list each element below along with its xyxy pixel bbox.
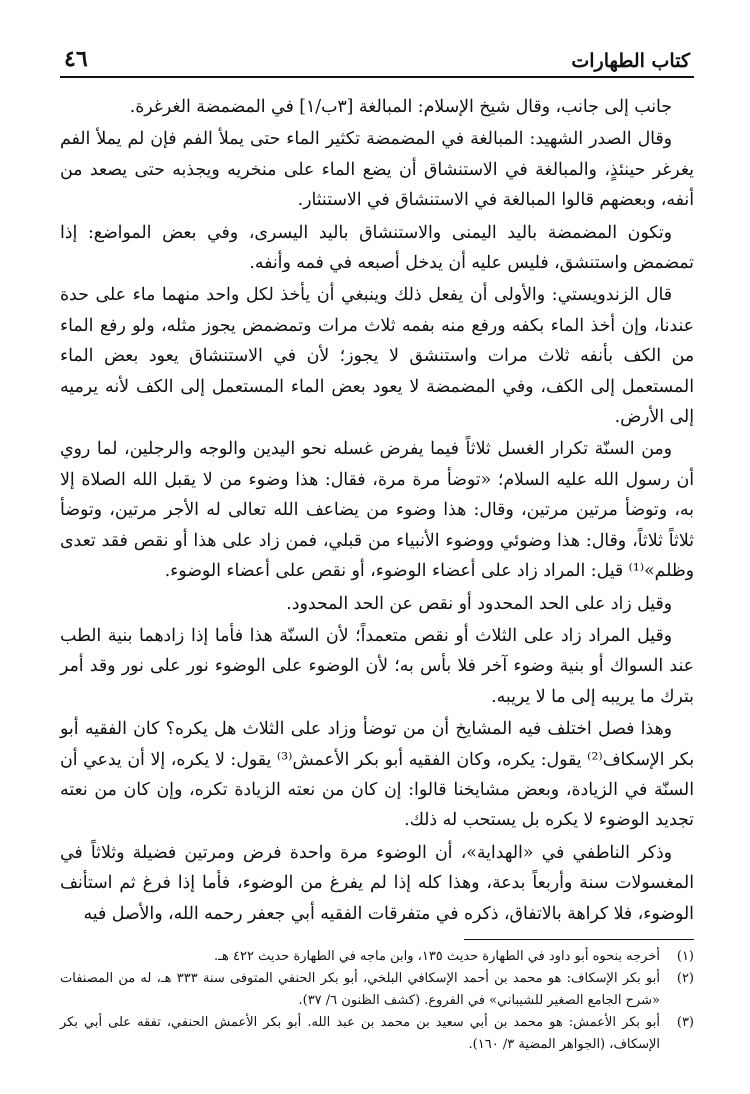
- page-number: ٤٦: [64, 46, 88, 72]
- footnote-text: أبو بكر الإسكاف: هو محمد بن أحمد الإسكافي البلخي، أبو بكر الحنفي المتوفى سنة ٣٣٣ هـ، له من المصنفات «شرح الجامع الصغير للشيباني» في الفروع. (كشف الظنون ٦/ ٣٧).: [60, 970, 660, 1008]
- paragraph: قال الزندويستي: والأولى أن يفعل ذلك وينبغي أن يأخذ لكل واحد منهما ماء على حدة عندنا، وإن أخذ الماء بكفه ورفع منه بفمه ثلاث مرات وتمضمض يجوز مثله، ولو رفع الماء من الكف بأنفه ثلاث مرات واستنشق لا يجوز؛ لأن في الاستنشاق يعود بعض الماء المستعمل إلى الكف، وفي المضمضة لا يعود بعض الماء المستعمل إلى الكف لأنه يرميه إلى الأرض.: [60, 285, 694, 428]
- document-page: [60, 40, 694, 1056]
- footnote-text: أخرجه بنحوه أبو داود في الطهارة حديث ١٣٥، وابن ماجه في الطهارة حديث ٤٢٢ هـ.: [214, 948, 660, 964]
- paragraph: وذكر الناطفي في «الهداية»، أن الوضوء مرة واحدة فرض ومرتين فضيلة وثلاثاً في المغسولات سنة وأربعاً بدعة، وهذا كله إذا لم يفرغ من الوضوء، فأما إذا فرغ ثم استأنف الوضوء، فلا كراهة بالاتفاق، ذكره في متفرقات الفقيه أبي جعفر رحمه الله، والأصل فيه: [60, 842, 694, 924]
- paragraph: وقيل زاد على الحد المحدود أو نقص عن الحد المحدود.: [286, 593, 672, 614]
- paragraph: جانب إلى جانب، وقال شيخ الإسلام: المبالغة [٣ب/١] في المضمضة الغرغرة.: [129, 97, 672, 117]
- footnote-number: (٣): [676, 1014, 694, 1030]
- footnote-number: (٢): [676, 970, 694, 986]
- paragraph: وقال الصدر الشهيد: المبالغة في المضمضة تكثير الماء حتى يملأ الفم فإن لم يملأ الفم يغرغر حينئذٍ، والمبالغة في الاستنشاق أن يضع الماء على منخريه ويجذبه حتى يصعد من أنفه، وبعضهم قالوا المبالغة في الاستنشاق في الاستنثار.: [60, 129, 694, 211]
- chapter-title: كتاب الطهارات: [571, 50, 690, 72]
- footnote-number: (١): [676, 948, 694, 964]
- footnote-text: أبو بكر الأعمش: هو محمد بن أبي سعيد بن محمد بن عبد الله. أبو بكر الأعمش الحنفي، تفقه على أبي بكر الإسكاف، (الجواهر المضية ٣/ ١٦٠).: [60, 1014, 660, 1052]
- footnote: [60, 1012, 694, 1056]
- paragraph: ومن السنّة تكرار الغسل ثلاثاً فيما يفرض غسله نحو اليدين والوجه والرجلين، لما روي أن رسول الله عليه السلام؛ «توضأ مرة مرة، فقال: هذا وضوء من لا يقبل الله الصلاة إلا به، وتوضأ مرتين مرتين، وقال: هذا وضوء من يضاعف الله تعالى له الأجر مرتين، وتوضأ ثلاثاً ثلاثاً، وقال: هذا وضوئي ووضوء الأنبياء من قبلي، فمن زاد على هذا أو نقص فقد تعدى وظلم»⁽¹⁾ قيل: المراد زاد على أعضاء الوضوء، أو نقص على أعضاء الوضوء.: [60, 439, 694, 582]
- paragraph: وتكون المضمضة باليد اليمنى والاستنشاق باليد اليسرى، وفي بعض المواضع: إذا تمضمض واستنشق، فليس عليه أن يدخل أصبعه في فمه وأنفه.: [60, 222, 694, 274]
- footnote-divider: [464, 939, 694, 940]
- page-header: [60, 40, 694, 78]
- footnote: [60, 946, 694, 968]
- paragraph: وقيل المراد زاد على الثلاث أو نقص متعمداً؛ لأن السنّة هذا فأما إذا زادهما بنية الطب عند السواك أو بنية وضوء آخر فلا بأس به؛ لأن الوضوء على الوضوء نور على نور وقد أمر بترك ما يريبه إلى ما لا يريبه.: [60, 625, 694, 707]
- footnote: [60, 968, 694, 1012]
- paragraph: وهذا فصل اختلف فيه المشايخ أن من توضأ وزاد على الثلاث هل يكره؟ كان الفقيه أبو بكر الإسكاف⁽²⁾ يقول: يكره، وكان الفقيه أبو بكر الأعمش⁽³⁾ يقول: لا يكره، إلا أن يدعي أن السنّة في الزيادة، وبعض مشايخنا قالوا: إن كان من نعته الزيادة تكره، وإن كان من نعته تجديد الوضوء لا يكره بل يستحب له ذلك.: [60, 719, 695, 831]
- main-text: [60, 92, 694, 929]
- footnotes: [60, 946, 694, 1056]
